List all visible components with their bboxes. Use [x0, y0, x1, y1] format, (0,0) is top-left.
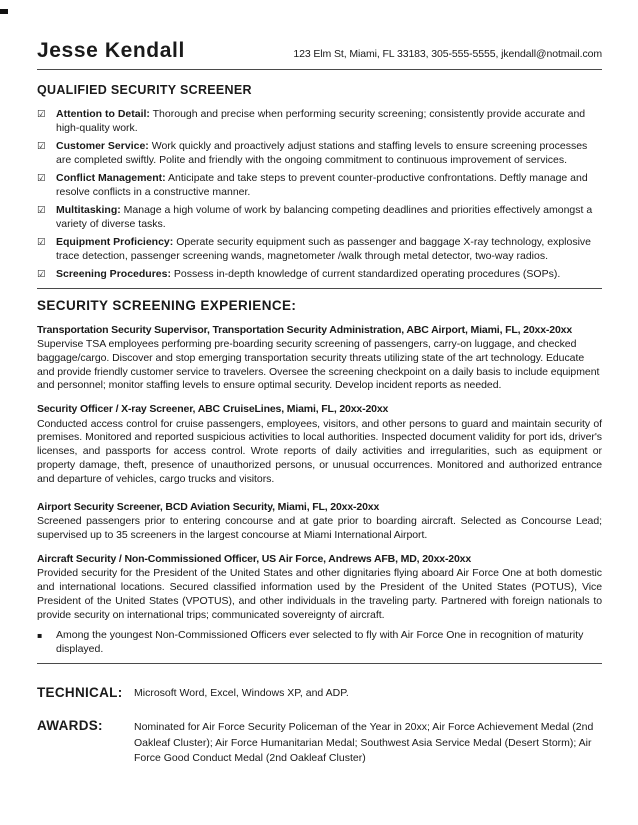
job-entry: [37, 324, 602, 394]
qualification-text: Customer Service: Work quickly and proactively adjust stations and staffing levels to ensure screening processes are completed swiftly. Polite and friendly with the ongoing commitment to continuous improvement of services.: [56, 140, 588, 166]
qualification-text: Equipment Proficiency: Operate security equipment such as passenger and baggage X-ray technology, explosive trace detection, passenger screening wands, magnetometer /walk through metal detector, two-way radios.: [56, 236, 592, 262]
checkbox-checked-icon: ☑: [37, 205, 46, 216]
section-title-awards: AWARDS:: [37, 718, 103, 734]
job-entry: [37, 501, 602, 543]
list-item: [37, 204, 602, 231]
qualification-label: Equipment Proficiency:: [56, 236, 174, 248]
qualifications-list: [37, 108, 602, 282]
qualification-text: Multitasking: Manage a high volume of work by balancing competing deadlines and priorities effectively amongst a variety of diverse tasks.: [56, 204, 593, 230]
qualification-label: Customer Service:: [56, 140, 149, 152]
awards-section: [37, 718, 602, 767]
header-divider: [37, 69, 602, 70]
page-title: Jesse Kendall: [37, 39, 185, 62]
job-description: Screened passengers prior to entering concourse and at gate prior to boarding aircraft. Selected as Concourse Lead; supervised up to 35 screeners in the largest concourse at Miami International Airport.: [37, 515, 602, 541]
checkbox-checked-icon: ☑: [37, 269, 46, 280]
job-title: Airport Security Screener, BCD Aviation Security, Miami, FL, 20xx-20xx: [37, 500, 380, 513]
technical-section: [37, 685, 602, 701]
job-title: Transportation Security Supervisor, Transportation Security Administration, ABC Airport, Miami, FL, 20xx-20xx: [37, 323, 573, 336]
scan-artifact-mark: [0, 9, 8, 14]
qualification-label: Conflict Management:: [56, 172, 166, 184]
section-divider: [37, 288, 602, 289]
job-description: Supervise TSA employees performing pre-boarding security screening of passengers, carry-on luggage, and checked baggage/cargo. Discover and stop emerging transportation security threats utilizing state of the art technology. Educate and provide friendly customer service to travelers. Oversee the screening checkpoint on a daily basis to include equipment and personnel; monitor staffing levels to ensure optimal security. Develop incident reports as needed.: [37, 338, 600, 392]
section-title-qualifications: QUALIFIED SECURITY SCREENER: [37, 83, 252, 97]
list-item: [37, 172, 602, 199]
header: [37, 40, 602, 62]
checkbox-checked-icon: ☑: [37, 173, 46, 184]
awards-text: Nominated for Air Force Security Policeman of the Year in 20xx; Air Force Achievement Medal (2nd Oakleaf Cluster); Air Force Humanitarian Medal; Southwest Asia Service Medal (Desert Storm); Air Force Good Conduct Medal (2nd Oakleaf Cluster): [134, 721, 594, 765]
job-title: Aircraft Security / Non-Commissioned Officer, US Air Force, Andrews AFB, MD, 20xx-20xx: [37, 552, 472, 565]
checkbox-checked-icon: ☑: [37, 237, 46, 248]
qualification-text: Screening Procedures: Possess in-depth knowledge of current standardized operating procedures (SOPs).: [56, 268, 561, 280]
qualification-label: Multitasking:: [56, 204, 121, 216]
checkbox-checked-icon: ☑: [37, 141, 46, 152]
contact-info: 123 Elm St, Miami, FL 33183, 305-555-5555, jkendall@notmail.com: [293, 48, 602, 60]
list-item: [37, 268, 602, 282]
job-highlight: [37, 629, 602, 656]
section-divider: [37, 663, 602, 664]
job-title: Security Officer / X-ray Screener, ABC CruiseLines, Miami, FL, 20xx-20xx: [37, 403, 389, 416]
checkbox-checked-icon: ☑: [37, 109, 46, 120]
qualification-label: Screening Procedures:: [56, 268, 171, 280]
section-title-technical: TECHNICAL:: [37, 685, 123, 701]
job-description: Conducted access control for cruise passengers, employees, visitors, and other persons to guard and maintain security of premises. Monitored and reported suspicious activities to local authorities. Inspected document validity for port ids, driver's licenses, and passports for access control. Wrote reports of daily activities and irregularities, such as equipment or property damage, theft, presence of unauthorized persons, or unusual occurrences. Monitored and authorized entrance and departure of vehicles, cargo trucks and visitors.: [37, 417, 602, 485]
job-description: Provided security for the President of the United States and other dignitaries flying aboard Air Force One at both domestic and international locations. Secured classified information used by the President of the United States (POTUS), Vice President of the United States (VPOTUS), and other individuals in the traveling party. Partnered with foreign nationals to provide security on international trips; communicated sovereignty of aircraft.: [37, 567, 602, 621]
job-entry: [37, 553, 602, 657]
technical-text: Microsoft Word, Excel, Windows XP, and ADP.: [134, 687, 349, 700]
qualification-text: Attention to Detail: Thorough and precise when performing security screening; consistently provide accurate and high-quality work.: [56, 108, 586, 134]
job-entry: [37, 403, 602, 486]
list-item: [37, 108, 602, 135]
square-bullet-icon: ▪: [37, 631, 43, 641]
job-highlight-text: Among the youngest Non-Commissioned Officers ever selected to fly with Air Force One in recognition of maturity displayed.: [56, 629, 584, 655]
section-title-experience: SECURITY SCREENING EXPERIENCE:: [37, 297, 297, 313]
list-item: [37, 140, 602, 167]
qualification-label: Attention to Detail:: [56, 108, 150, 120]
list-item: [37, 236, 602, 263]
qualification-text: Conflict Management: Anticipate and take steps to prevent counter-productive confrontations. Deftly manage and resolve conflicts in a constructive manner.: [56, 172, 588, 198]
